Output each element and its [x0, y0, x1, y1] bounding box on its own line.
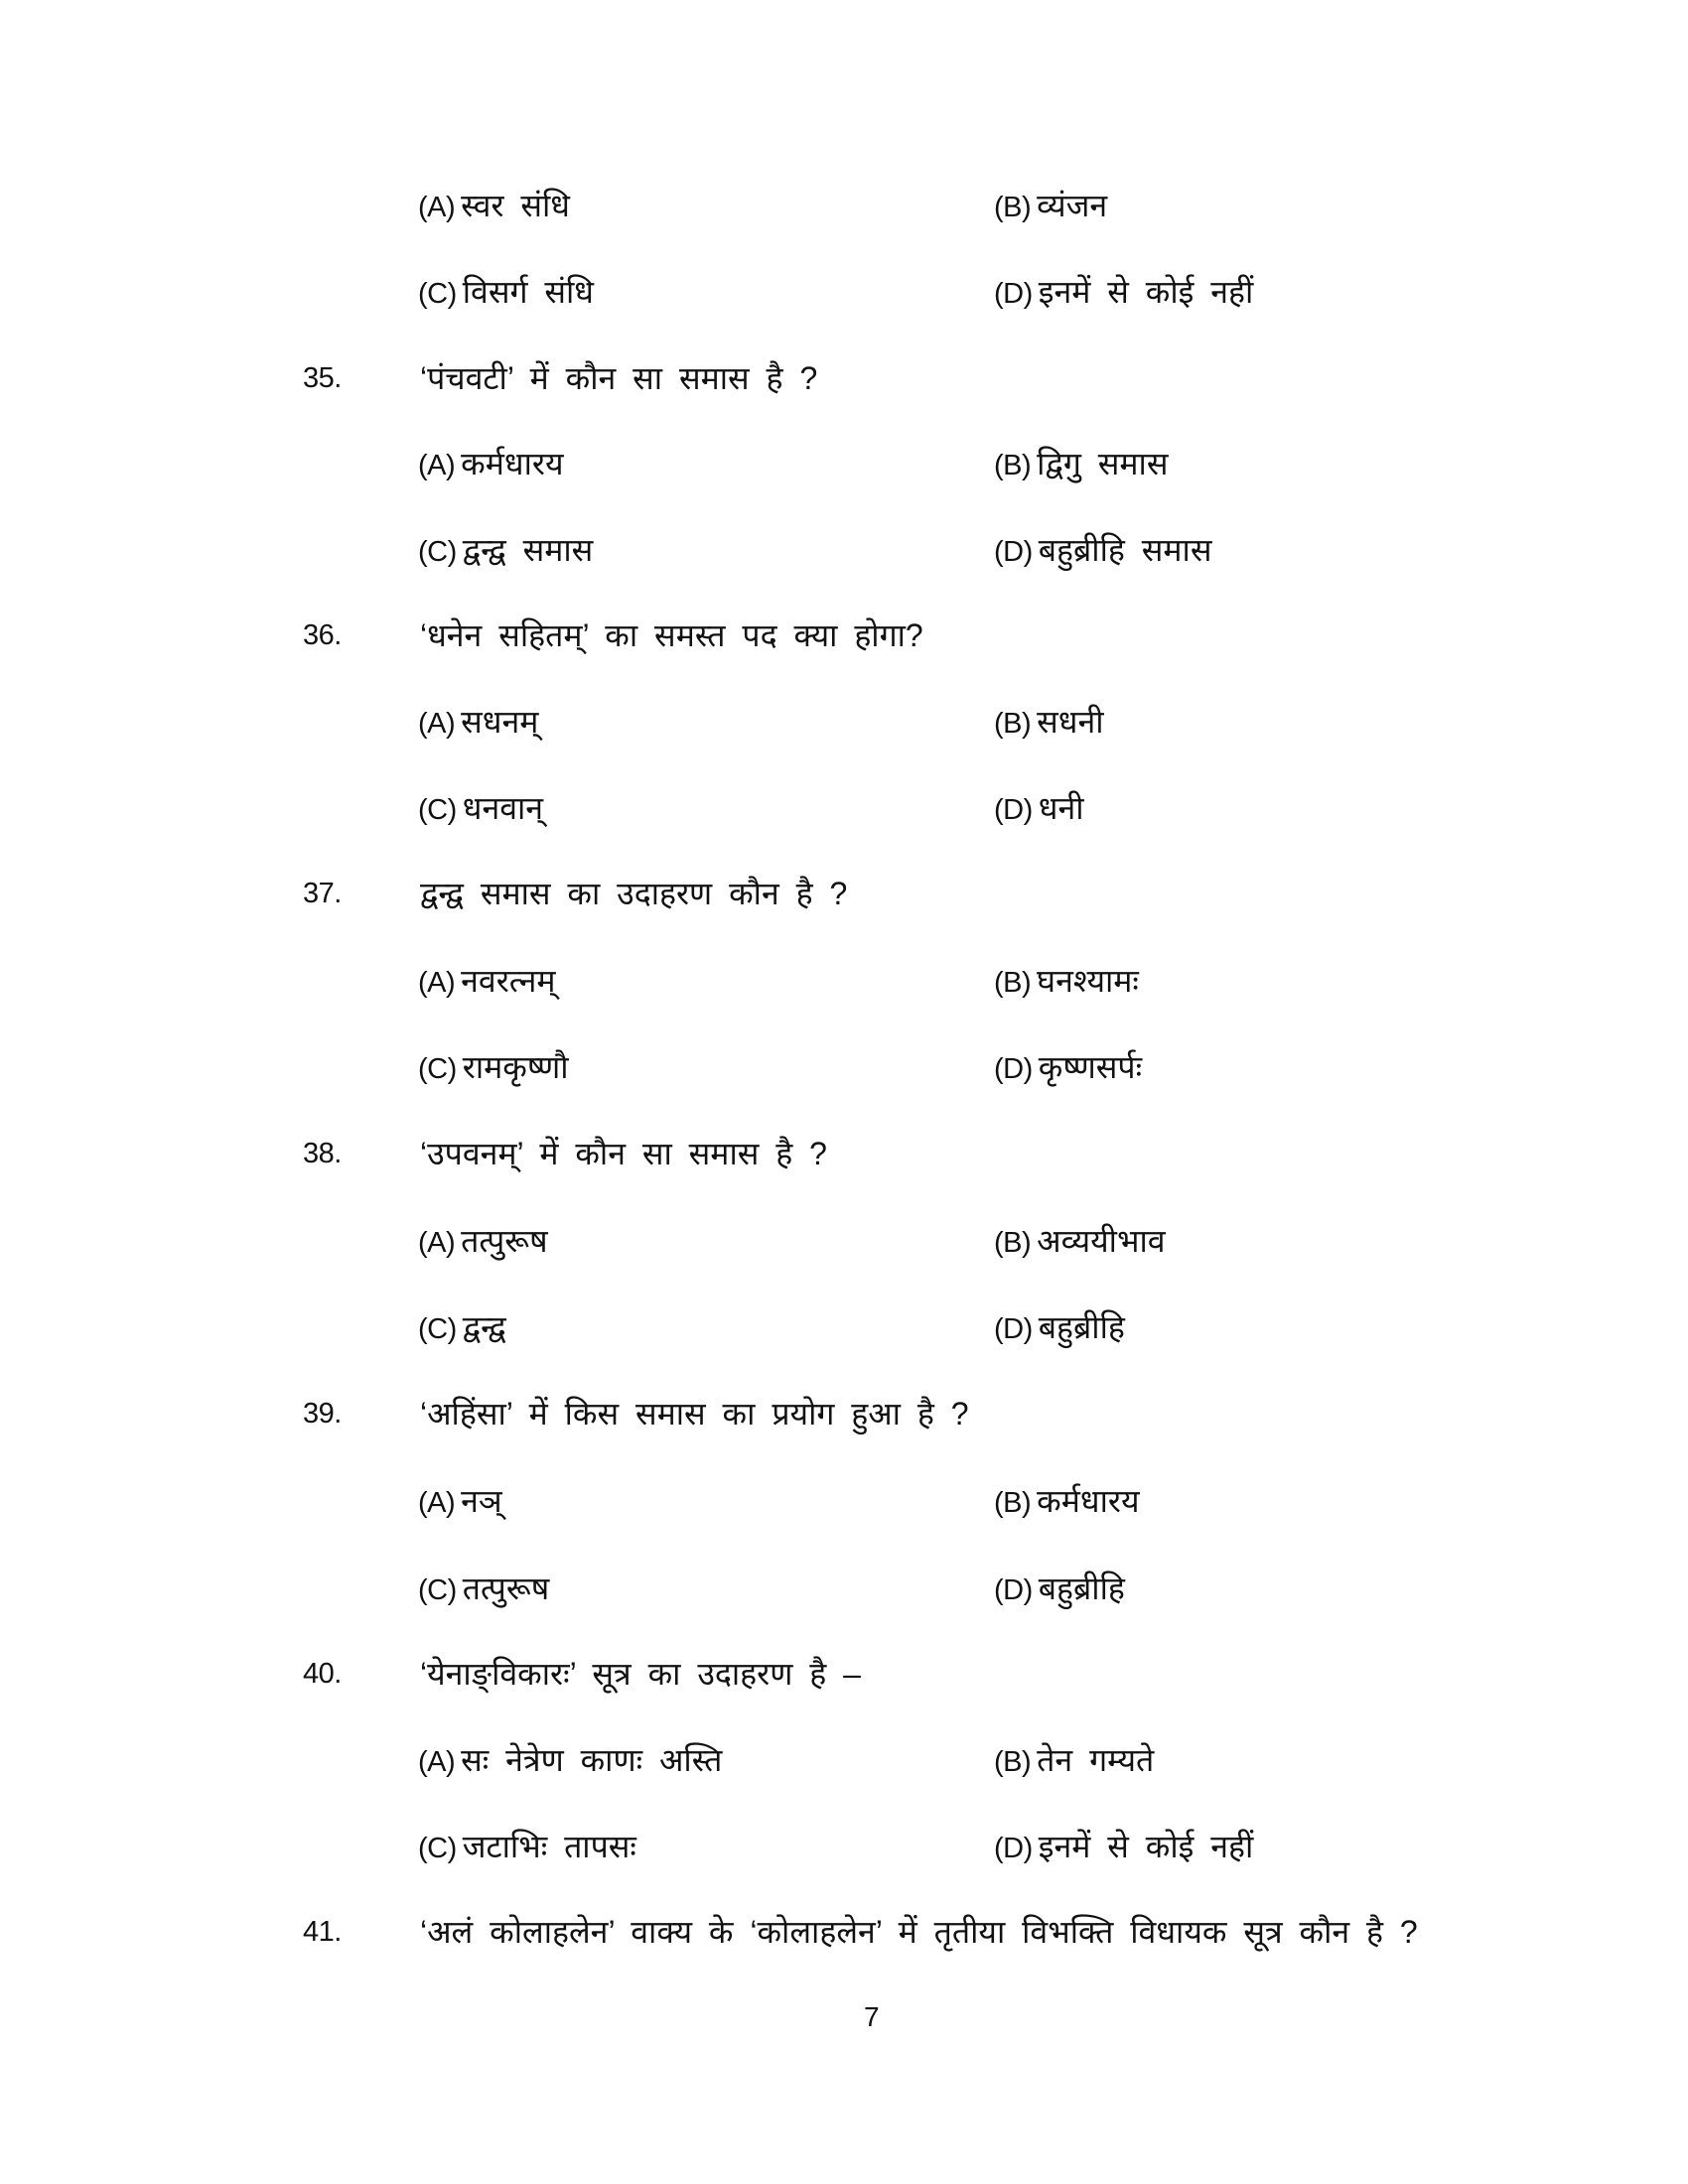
- option-d: [994, 528, 1211, 574]
- question-number: 36.: [303, 619, 342, 651]
- option-text: सधनी: [1037, 704, 1104, 740]
- question-text: ‘पंचवटी’ में कौन सा समास है ?: [420, 360, 818, 396]
- option-b: [994, 700, 1104, 746]
- question-35-options-row-1: [0, 442, 1688, 485]
- question-text: द्वन्द्व समास का उदाहरण कौन है ?: [420, 876, 848, 911]
- option-label: (C): [418, 1053, 457, 1085]
- option-text: द्वन्द्व: [462, 1309, 506, 1345]
- option-d: [994, 786, 1084, 832]
- option-label: (A): [418, 708, 456, 740]
- option-label: (A): [418, 450, 456, 481]
- option-label: (D): [994, 1574, 1033, 1606]
- question-text: ‘येनाङ्विकारः’ सूत्र का उदाहरण है –: [420, 1656, 861, 1692]
- option-text: धनी: [1038, 790, 1084, 826]
- page-number: 7: [864, 2001, 880, 2032]
- option-label: (A): [418, 1487, 456, 1519]
- question-37: [0, 872, 1688, 915]
- question-40-options-row-1: [0, 1738, 1688, 1782]
- option-text: जटाभिः तापसः: [462, 1829, 636, 1864]
- question-number: 37.: [303, 878, 342, 909]
- question-39-options-row-2: [0, 1567, 1688, 1610]
- option-a: [418, 1479, 502, 1525]
- option-label: (D): [994, 536, 1033, 568]
- option-b: [994, 1738, 1154, 1784]
- option-c: [418, 1567, 549, 1612]
- option-label: (D): [994, 1833, 1033, 1864]
- option-label: (C): [418, 278, 457, 310]
- option-text: बहुब्रीहि समास: [1038, 532, 1212, 568]
- option-text: तत्पुरूष: [461, 1223, 548, 1259]
- question-41: [0, 1910, 1688, 1954]
- question-text: ‘अलं कोलाहलेन’ वाक्य के ‘कोलाहलेन’ में तृतीया विभक्ति विधायक सूत्र कौन है ?: [420, 1914, 1418, 1950]
- option-label: (D): [994, 794, 1033, 826]
- question-36-options-row-2: [0, 786, 1688, 830]
- question-36: [0, 614, 1688, 657]
- option-label: (C): [418, 1313, 457, 1345]
- question-text: ‘उपवनम्’ में कौन सा समास है ?: [420, 1136, 827, 1171]
- question-number: 39.: [303, 1398, 342, 1430]
- option-text: विसर्ग संधि: [462, 274, 594, 310]
- question-37-options-row-2: [0, 1045, 1688, 1089]
- option-c: [418, 786, 543, 832]
- question-38-options-row-1: [0, 1219, 1688, 1263]
- option-c: [418, 1305, 506, 1351]
- question-number: 35.: [303, 362, 342, 394]
- question-38: [0, 1132, 1688, 1175]
- option-text: इनमें से कोई नहीं: [1038, 274, 1254, 310]
- option-label: (B): [994, 967, 1032, 999]
- option-label: (B): [994, 1487, 1032, 1519]
- option-text: इनमें से कोई नहीं: [1038, 1829, 1254, 1864]
- question-40-options-row-2: [0, 1825, 1688, 1868]
- option-label: (D): [994, 1053, 1033, 1085]
- question-number: 40.: [303, 1658, 342, 1690]
- option-b: [994, 442, 1168, 487]
- question-39: [0, 1392, 1688, 1435]
- option-a: [418, 1738, 722, 1784]
- option-text: धनवान्: [462, 790, 544, 826]
- question-35: [0, 356, 1688, 400]
- option-d: [994, 1045, 1142, 1091]
- option-text: कृष्णसर्पः: [1038, 1049, 1143, 1085]
- question-text: ‘अहिंसा’ में किस समास का प्रयोग हुआ है ?: [420, 1396, 969, 1432]
- option-c: [418, 1045, 569, 1091]
- option-a: [418, 442, 564, 487]
- option-label: (C): [418, 536, 457, 568]
- option-text: स्वर संधि: [461, 188, 570, 223]
- option-label: (B): [994, 1746, 1032, 1778]
- option-c: [418, 528, 593, 574]
- option-text: व्यंजन: [1037, 188, 1108, 223]
- option-text: सः नेत्रेण काणः अस्ति: [461, 1742, 723, 1778]
- option-label: (B): [994, 1227, 1032, 1259]
- option-label: (A): [418, 1227, 456, 1259]
- continued-options-row-1: [0, 184, 1688, 227]
- question-37-options-row-1: [0, 959, 1688, 1003]
- option-text: नवरत्नम्: [461, 963, 556, 999]
- option-text: तेन गम्यते: [1037, 1742, 1155, 1778]
- option-text: नञ्: [461, 1483, 502, 1519]
- option-a: [418, 1219, 548, 1265]
- option-text: बहुब्रीहि: [1038, 1570, 1125, 1606]
- option-label: (C): [418, 1574, 457, 1606]
- question-36-options-row-1: [0, 700, 1688, 744]
- option-text: द्वन्द्व समास: [462, 532, 594, 568]
- option-label: (A): [418, 1746, 456, 1778]
- option-d: [994, 1567, 1125, 1612]
- option-b: [994, 1479, 1140, 1525]
- option-label: (B): [994, 192, 1032, 223]
- option-label: (B): [994, 708, 1032, 740]
- option-a: [418, 184, 570, 229]
- option-a: [418, 700, 538, 746]
- option-label: (B): [994, 450, 1032, 481]
- continued-options-row-2: [0, 270, 1688, 314]
- option-c: [418, 270, 594, 316]
- question-number: 38.: [303, 1138, 342, 1169]
- option-d: [994, 1305, 1125, 1351]
- option-label: (C): [418, 794, 457, 826]
- option-label: (A): [418, 192, 456, 223]
- question-number: 41.: [303, 1916, 342, 1948]
- option-b: [994, 1219, 1166, 1265]
- question-40: [0, 1652, 1688, 1696]
- option-text: तत्पुरूष: [462, 1570, 550, 1606]
- option-text: घनश्यामः: [1037, 963, 1139, 999]
- option-label: (A): [418, 967, 456, 999]
- question-38-options-row-2: [0, 1305, 1688, 1349]
- option-text: कर्मधारय: [461, 446, 564, 481]
- option-label: (D): [994, 1313, 1033, 1345]
- option-c: [418, 1825, 636, 1870]
- option-label: (D): [994, 278, 1033, 310]
- question-35-options-row-2: [0, 528, 1688, 572]
- option-b: [994, 959, 1139, 1005]
- question-39-options-row-1: [0, 1479, 1688, 1523]
- question-text: ‘धनेन सहितम्’ का समस्त पद क्या होगा?: [420, 617, 923, 653]
- option-a: [418, 959, 556, 1005]
- option-text: अव्ययीभाव: [1037, 1223, 1166, 1259]
- option-text: द्विगु समास: [1037, 446, 1169, 481]
- option-d: [994, 1825, 1253, 1870]
- option-text: सधनम्: [461, 704, 539, 740]
- option-d: [994, 270, 1253, 316]
- option-text: रामकृष्णौ: [462, 1049, 569, 1085]
- option-label: (C): [418, 1833, 457, 1864]
- option-text: बहुब्रीहि: [1038, 1309, 1125, 1345]
- option-text: कर्मधारय: [1037, 1483, 1140, 1519]
- option-b: [994, 184, 1107, 229]
